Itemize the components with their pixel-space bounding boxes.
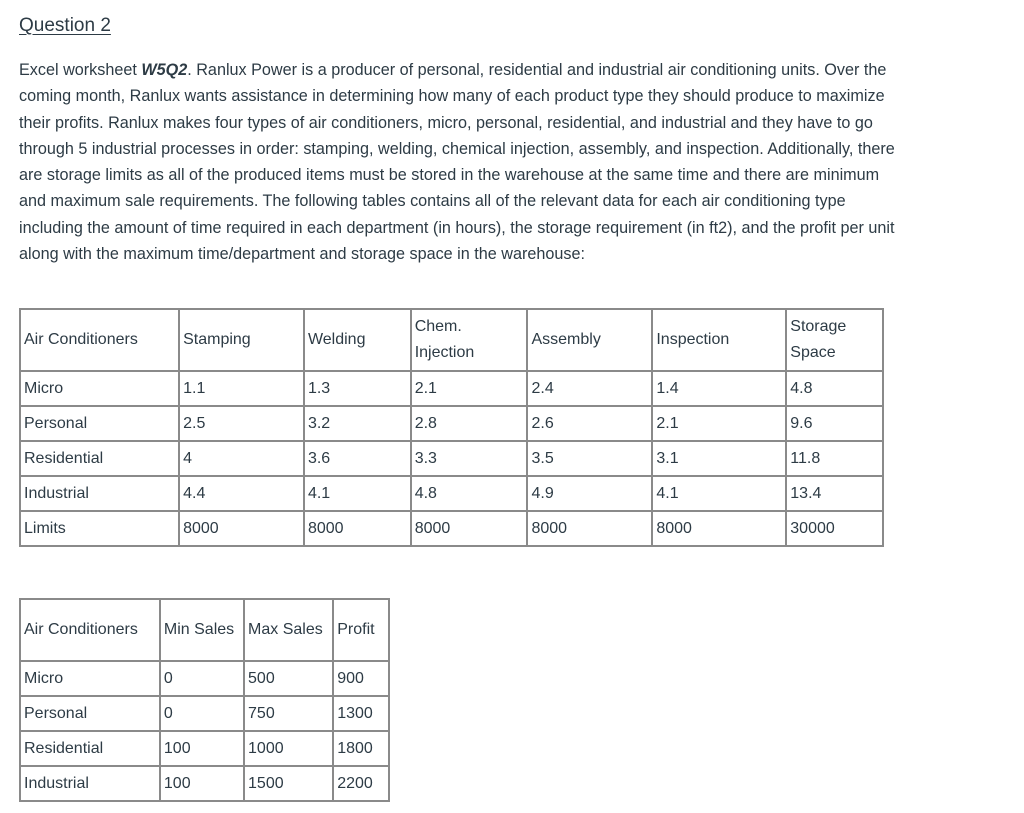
table-row	[20, 476, 883, 511]
header-cell: Profit	[333, 599, 389, 661]
table-cell: 0	[160, 696, 244, 731]
header-cell: Max Sales	[244, 599, 333, 661]
table-cell: 100	[160, 766, 244, 801]
table-cell: 4.1	[652, 476, 786, 511]
table-row	[20, 766, 389, 801]
table-cell: 2.1	[652, 406, 786, 441]
table-cell: Personal	[20, 696, 160, 731]
table-cell: 1000	[244, 731, 333, 766]
header-cell: Inspection	[652, 309, 786, 371]
body-text: . Ranlux Power is a producer of personal, residential and industrial air conditioning units. Over the coming month, Ranlux wants assistance in determining how many of each product type they should produce to maximize their profits. Ranlux makes four types of air conditioners, micro, personal, residential, and industrial and they have to go through 5 industrial processes in order: stamping, welding, chemical injection, assembly, and inspection. Additionally, there are storage limits as all of the produced items must be stored in the warehouse at the same time and there are minimum and maximum sale requirements. The following tables contains all of the relevant data for each air conditioning type including the amount of time required in each department (in hours), the storage requirement (in ft2), and the profit per unit along with the maximum time/department and storage space in the warehouse:	[19, 61, 895, 264]
table-cell: 8000	[411, 511, 528, 546]
table-cell: 100	[160, 731, 244, 766]
table-row	[20, 731, 389, 766]
table-cell: 4.4	[179, 476, 304, 511]
table-cell: Micro	[20, 371, 179, 406]
table-cell: 11.8	[786, 441, 883, 476]
department-time-table	[19, 308, 884, 547]
table-cell: 8000	[304, 511, 411, 546]
table-cell: 1800	[333, 731, 389, 766]
table-cell: Residential	[20, 441, 179, 476]
table-cell: 2.6	[527, 406, 652, 441]
table-cell: 1.4	[652, 371, 786, 406]
table-row	[20, 371, 883, 406]
table-cell: Residential	[20, 731, 160, 766]
table-cell: 3.3	[411, 441, 528, 476]
table-row	[20, 696, 389, 731]
table-cell: 500	[244, 661, 333, 696]
table-cell: 1.1	[179, 371, 304, 406]
table-cell: 2200	[333, 766, 389, 801]
table-cell: 4.8	[786, 371, 883, 406]
table-cell: 9.6	[786, 406, 883, 441]
table-cell: 4	[179, 441, 304, 476]
table-row	[20, 511, 883, 546]
header-row	[20, 309, 883, 371]
header-cell: Stamping	[179, 309, 304, 371]
table-cell: Industrial	[20, 766, 160, 801]
table-cell: 2.5	[179, 406, 304, 441]
table-cell: 8000	[652, 511, 786, 546]
question-paragraph	[19, 57, 899, 267]
table-cell: 8000	[527, 511, 652, 546]
header-cell: Assembly	[527, 309, 652, 371]
worksheet-name: W5Q2	[141, 61, 188, 79]
table-cell: 900	[333, 661, 389, 696]
table-cell: 4.9	[527, 476, 652, 511]
table-cell: 30000	[786, 511, 883, 546]
table-cell: 3.5	[527, 441, 652, 476]
header-cell: Air Conditioners	[20, 599, 160, 661]
table-cell: 1.3	[304, 371, 411, 406]
table-cell: 8000	[179, 511, 304, 546]
table-cell: 1500	[244, 766, 333, 801]
header-cell: Chem. Injection	[411, 309, 528, 371]
table-cell: Limits	[20, 511, 179, 546]
table-cell: 13.4	[786, 476, 883, 511]
table-cell: Industrial	[20, 476, 179, 511]
header-cell: Storage Space	[786, 309, 883, 371]
table-row	[20, 406, 883, 441]
table-cell: 2.1	[411, 371, 528, 406]
table-cell: 3.1	[652, 441, 786, 476]
table-cell: 4.1	[304, 476, 411, 511]
table-cell: 0	[160, 661, 244, 696]
intro-text: Excel worksheet	[19, 61, 142, 79]
table-cell: 4.8	[411, 476, 528, 511]
table-cell: 2.8	[411, 406, 528, 441]
header-cell: Min Sales	[160, 599, 244, 661]
table-cell: 3.2	[304, 406, 411, 441]
sales-profit-table	[19, 598, 390, 802]
header-cell: Air Conditioners	[20, 309, 179, 371]
table-row	[20, 661, 389, 696]
table-cell: Personal	[20, 406, 179, 441]
table-cell: Micro	[20, 661, 160, 696]
table-cell: 750	[244, 696, 333, 731]
table-cell: 1300	[333, 696, 389, 731]
table-cell: 3.6	[304, 441, 411, 476]
question-heading: Question 2	[19, 15, 111, 36]
header-row	[20, 599, 389, 661]
header-cell: Welding	[304, 309, 411, 371]
table-row	[20, 441, 883, 476]
table-cell: 2.4	[527, 371, 652, 406]
